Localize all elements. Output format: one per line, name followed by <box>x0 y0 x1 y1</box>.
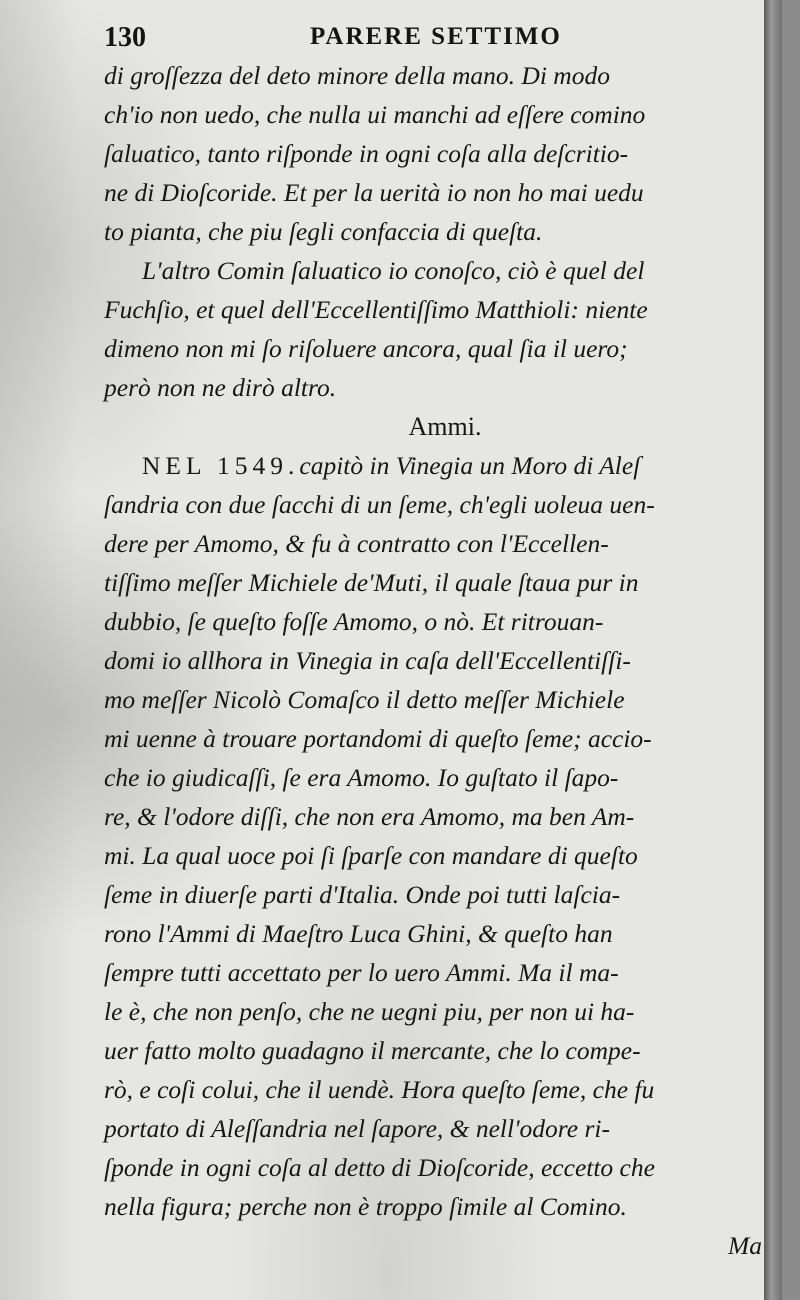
text-line: re, & l'odore diſſi, che non era Amomo, ma ben Am- <box>104 802 635 831</box>
text-line: ne di Dioſcoride. Et per la uerità io non ho mai uedu <box>104 178 644 207</box>
text-line: nella figura; perche non è troppo ſimile al Comino. <box>104 1192 627 1221</box>
text-line: mo meſſer Nicolò Comaſco il detto meſſer Michiele <box>104 685 625 714</box>
text-line: mi. La qual uoce poi ſi ſparſe con mandare di queſto <box>104 841 638 870</box>
section-heading: Ammi. <box>408 412 482 441</box>
text-line: dere per Amomo, & fu à contratto con l'Eccellen- <box>104 529 609 558</box>
text-line: to pianta, che piu ſegli confaccia di queſta. <box>104 217 543 246</box>
text-line: però non ne dirò altro. <box>104 373 337 402</box>
text-line: ſaluatico, tanto riſponde in ogni coſa alla deſcritio- <box>104 139 629 168</box>
paragraph-lead: NEL 1549. <box>142 451 300 480</box>
text-line: tiſſimo meſſer Michiele de'Muti, il quale ſtaua pur in <box>104 568 639 597</box>
text-line <box>104 446 766 485</box>
text-block <box>104 56 766 1265</box>
page-number: 130 <box>104 22 146 53</box>
text-line: domi io allhora in Vinegia in caſa dell'Eccellentiſſi- <box>104 646 631 675</box>
text-line: rò, e coſi colui, che il uendè. Hora queſto ſeme, che fu <box>104 1075 655 1104</box>
text-line: rono l'Ammi di Maeſtro Luca Ghini, & queſto han <box>104 919 613 948</box>
text-line: ſandria con due ſacchi di un ſeme, ch'egli uoleua uen- <box>104 490 655 519</box>
text-line: ſeme in diuerſe parti d'Italia. Onde poi tutti laſcia- <box>104 880 621 909</box>
running-title: PARERE SETTIMO <box>310 23 562 50</box>
text-line: che io giudicaſſi, ſe era Amomo. Io guſtato il ſapo- <box>104 763 619 792</box>
text-line: ſempre tutti accettato per lo uero Ammi. Ma il ma- <box>104 958 619 987</box>
text-line: dimeno non mi ſo riſoluere ancora, qual ſia il uero; <box>104 334 628 363</box>
text-line: mi uenne à trouare portandomi di queſto ſeme; accio- <box>104 724 652 753</box>
text-line: portato di Aleſſandria nel ſapore, & nell'odore ri- <box>104 1114 610 1143</box>
text-line: ſponde in ogni coſa al detto di Dioſcoride, eccetto che <box>104 1153 655 1182</box>
text-line: L'altro Comin ſaluatico io conoſco, ciò è quel del <box>142 256 645 285</box>
catchword: Ma <box>728 1231 762 1260</box>
text-line: di groſſezza del deto minore della mano. Di modo <box>104 61 610 90</box>
text-span: capitò in Vinegia un Moro di Aleſ <box>299 451 641 480</box>
page-edge <box>764 0 782 1300</box>
text-line: dubbio, ſe queſto foſſe Amomo, o nò. Et ritrouan- <box>104 607 604 636</box>
text-line: ch'io non uedo, che nulla ui manchi ad eſſere comino <box>104 100 646 129</box>
text-line: le è, che non penſo, che ne uegni piu, per non ui ha- <box>104 997 635 1026</box>
text-line: uer fatto molto guadagno il mercante, che lo compe- <box>104 1036 641 1065</box>
text-line: Fuchſio, et quel dell'Eccellentiſſimo Matthioli: niente <box>104 295 648 324</box>
